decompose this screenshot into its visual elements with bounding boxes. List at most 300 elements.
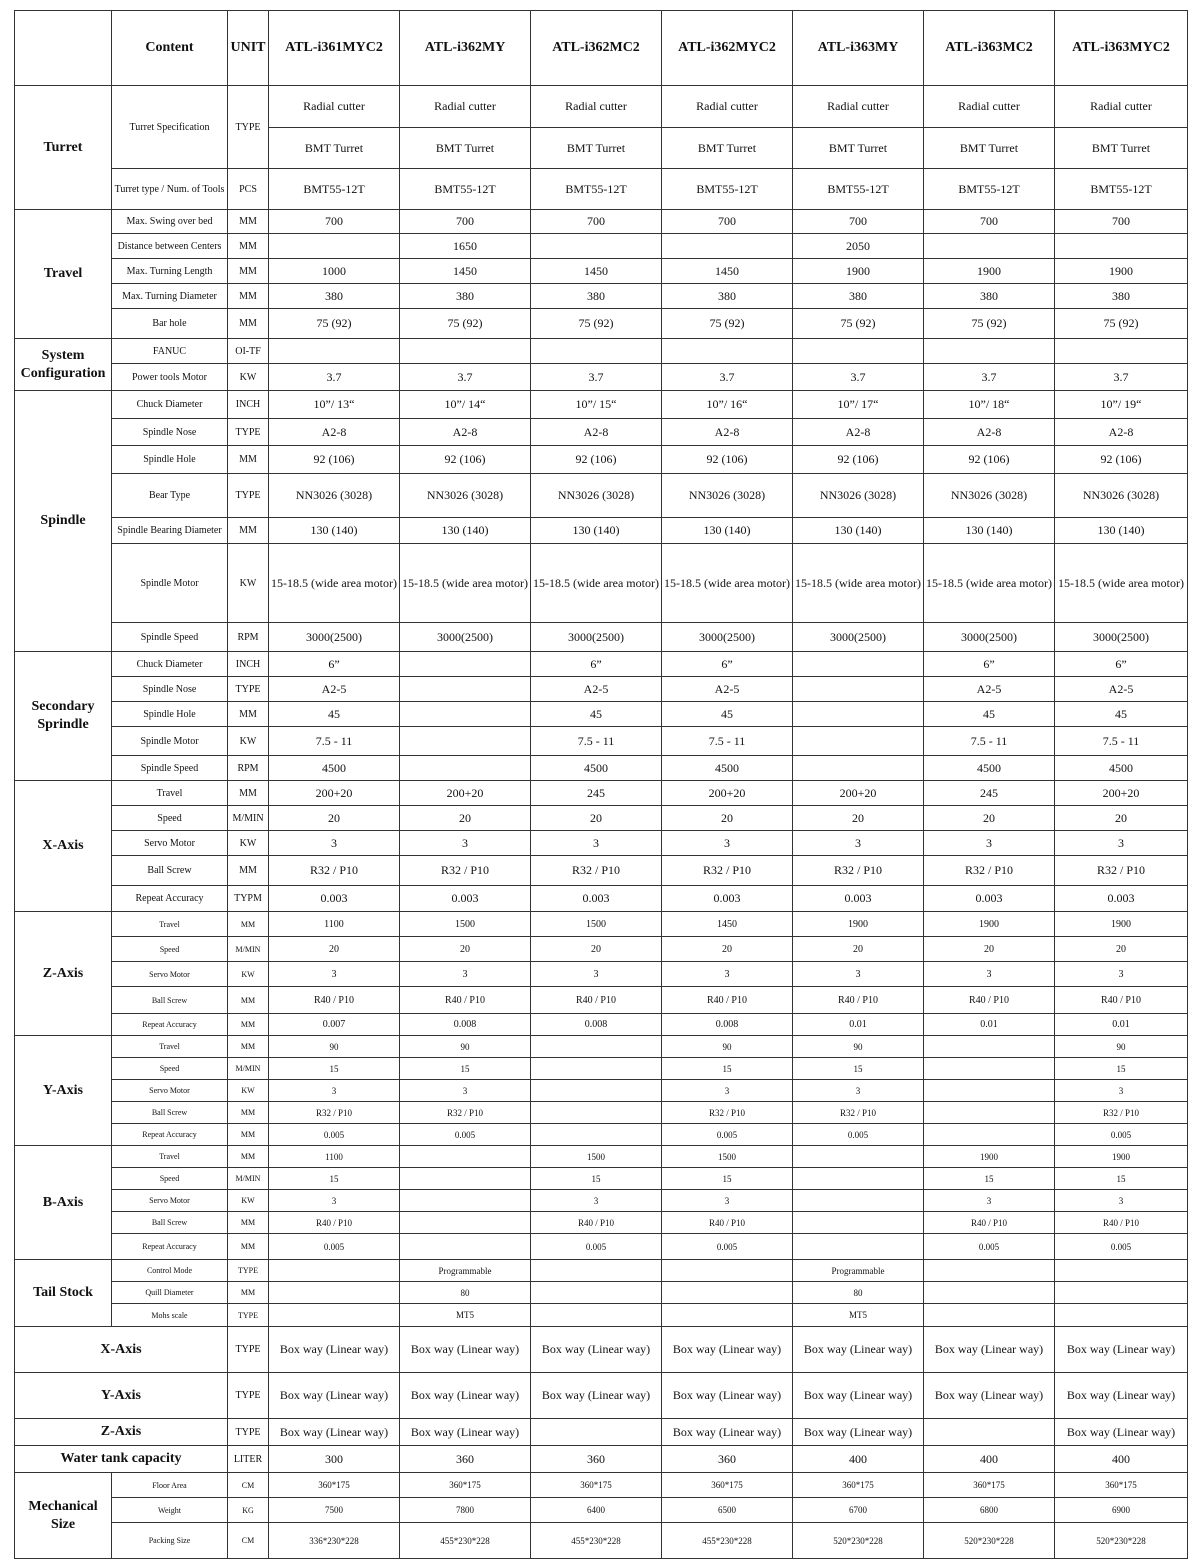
spec-value: R40 / P10 <box>1055 1212 1188 1234</box>
spec-value: 0.005 <box>269 1124 400 1146</box>
spec-value: BMT55-12T <box>531 169 662 210</box>
spec-value: 380 <box>662 284 793 309</box>
header-model: ATL-i361MYC2 <box>269 11 400 86</box>
spec-unit: KW <box>228 1190 269 1212</box>
spec-value <box>400 1212 531 1234</box>
section-title-turret: Turret <box>15 86 112 210</box>
spec-value: 520*230*228 <box>924 1523 1055 1559</box>
spec-unit: TYPE <box>228 474 269 518</box>
spec-label: Power tools Motor <box>112 364 228 391</box>
spec-value <box>531 1304 662 1327</box>
spec-label: Distance between Centers <box>112 234 228 259</box>
spec-value: 92 (106) <box>924 446 1055 474</box>
header-model: ATL-i362MC2 <box>531 11 662 86</box>
table-row <box>15 781 1188 806</box>
spec-value: Box way (Linear way) <box>269 1327 400 1373</box>
spec-value: 20 <box>269 937 400 962</box>
spec-value: 3 <box>793 831 924 856</box>
table-row <box>15 419 1188 446</box>
spec-value: Box way (Linear way) <box>1055 1327 1188 1373</box>
spec-value: 2050 <box>793 234 924 259</box>
header-model: ATL-i362MYC2 <box>662 11 793 86</box>
spec-value <box>531 1102 662 1124</box>
spec-value: 3 <box>269 1190 400 1212</box>
spec-value: 3 <box>1055 831 1188 856</box>
spec-value: 3.7 <box>924 364 1055 391</box>
spec-value: 380 <box>400 284 531 309</box>
spec-value: Radial cutter <box>400 86 531 128</box>
spec-unit: KW <box>228 544 269 623</box>
spec-value: 0.01 <box>1055 1014 1188 1036</box>
spec-value: Box way (Linear way) <box>531 1327 662 1373</box>
spec-value: 7.5 - 11 <box>1055 727 1188 756</box>
spec-value: 1450 <box>662 259 793 284</box>
spec-label: Turret type / Num. of Tools <box>112 169 228 210</box>
spec-value: 90 <box>793 1036 924 1058</box>
spec-value: BMT Turret <box>662 128 793 169</box>
spec-value <box>400 652 531 677</box>
spec-value: 1900 <box>924 912 1055 937</box>
spec-value: 700 <box>1055 210 1188 234</box>
spec-unit: RPM <box>228 756 269 781</box>
spec-value: 1900 <box>793 259 924 284</box>
spec-unit: M/MIN <box>228 806 269 831</box>
header-content: Content <box>112 11 228 86</box>
spec-unit: MM <box>228 1146 269 1168</box>
spec-value: Radial cutter <box>1055 86 1188 128</box>
spec-value: 20 <box>662 937 793 962</box>
spec-value: 15-18.5 (wide area motor) <box>400 544 531 623</box>
spec-value: 3 <box>1055 1080 1188 1102</box>
spec-value: 1650 <box>400 234 531 259</box>
spec-value: Box way (Linear way) <box>1055 1419 1188 1446</box>
spec-value: R40 / P10 <box>662 1212 793 1234</box>
spec-value: 7.5 - 11 <box>531 727 662 756</box>
spec-value: 75 (92) <box>531 309 662 339</box>
spec-value: 3.7 <box>269 364 400 391</box>
spec-value: 336*230*228 <box>269 1523 400 1559</box>
spec-value: 0.008 <box>531 1014 662 1036</box>
spec-value: R40 / P10 <box>793 987 924 1014</box>
spec-label: Spindle Nose <box>112 677 228 702</box>
table-row <box>15 962 1188 987</box>
spec-value <box>269 234 400 259</box>
spec-value: 3000(2500) <box>662 623 793 652</box>
table-row <box>15 1473 1188 1498</box>
spec-value: 75 (92) <box>662 309 793 339</box>
spec-value: R40 / P10 <box>269 1212 400 1234</box>
spec-value: 520*230*228 <box>793 1523 924 1559</box>
spec-value: R32 / P10 <box>924 856 1055 886</box>
spec-value: A2-8 <box>924 419 1055 446</box>
spec-value: 10”/ 18“ <box>924 391 1055 419</box>
table-row <box>15 309 1188 339</box>
spec-value <box>662 234 793 259</box>
spec-value: NN3026 (3028) <box>662 474 793 518</box>
spec-value <box>531 1036 662 1058</box>
spec-value: 15-18.5 (wide area motor) <box>662 544 793 623</box>
spec-unit: KW <box>228 1080 269 1102</box>
spec-value <box>793 1168 924 1190</box>
spec-value: R40 / P10 <box>662 987 793 1014</box>
spec-label: Quill Diameter <box>112 1282 228 1304</box>
table-row <box>15 1419 1188 1446</box>
spec-value: Radial cutter <box>531 86 662 128</box>
spec-value: 1900 <box>1055 259 1188 284</box>
table-row <box>15 756 1188 781</box>
spec-label: Travel <box>112 912 228 937</box>
spec-label: Servo Motor <box>112 831 228 856</box>
spec-unit: M/MIN <box>228 937 269 962</box>
spec-value: A2-8 <box>1055 419 1188 446</box>
spec-label: Mohs scale <box>112 1304 228 1327</box>
spec-value: 700 <box>662 210 793 234</box>
spec-value <box>531 1058 662 1080</box>
spec-value: R32 / P10 <box>662 1102 793 1124</box>
spec-value: BMT Turret <box>1055 128 1188 169</box>
spec-value <box>531 1124 662 1146</box>
spec-value: 45 <box>1055 702 1188 727</box>
spec-value <box>1055 339 1188 364</box>
spec-value: NN3026 (3028) <box>1055 474 1188 518</box>
table-row <box>15 1190 1188 1212</box>
table-row <box>15 1058 1188 1080</box>
spec-value: R32 / P10 <box>1055 1102 1188 1124</box>
table-row <box>15 234 1188 259</box>
spec-value: 6” <box>662 652 793 677</box>
spec-value: Box way (Linear way) <box>400 1327 531 1373</box>
spec-value: 15-18.5 (wide area motor) <box>531 544 662 623</box>
spec-unit: MM <box>228 1036 269 1058</box>
spec-label: FANUC <box>112 339 228 364</box>
spec-value: 6” <box>531 652 662 677</box>
table-row <box>15 391 1188 419</box>
table-row <box>15 806 1188 831</box>
spec-value: 0.005 <box>400 1124 531 1146</box>
spec-value <box>662 1260 793 1282</box>
spec-value: 3 <box>924 962 1055 987</box>
spec-label: Chuck Diameter <box>112 391 228 419</box>
spec-value: BMT55-12T <box>269 169 400 210</box>
table-row <box>15 886 1188 912</box>
spec-unit: MM <box>228 1102 269 1124</box>
spec-value <box>924 1080 1055 1102</box>
spec-table <box>14 10 1188 1559</box>
spec-label: Control Mode <box>112 1260 228 1282</box>
spec-value: 1450 <box>662 912 793 937</box>
spec-value: 6” <box>269 652 400 677</box>
spec-value: BMT Turret <box>531 128 662 169</box>
spec-value: 200+20 <box>1055 781 1188 806</box>
spec-value: BMT Turret <box>400 128 531 169</box>
spec-value: R32 / P10 <box>269 1102 400 1124</box>
spec-label: Repeat Accuracy <box>112 1014 228 1036</box>
section-title-x-axis: X-Axis <box>15 781 112 912</box>
spec-unit: MM <box>228 210 269 234</box>
spec-value: R40 / P10 <box>531 987 662 1014</box>
spec-value: 7.5 - 11 <box>662 727 793 756</box>
spec-value: 10”/ 17“ <box>793 391 924 419</box>
spec-value: 4500 <box>269 756 400 781</box>
section-title-spindle: Spindle <box>15 391 112 652</box>
spec-value: 700 <box>269 210 400 234</box>
spec-unit: TYPE <box>228 677 269 702</box>
table-row <box>15 1036 1188 1058</box>
table-row <box>15 1080 1188 1102</box>
spec-value: R32 / P10 <box>400 856 531 886</box>
spec-value: 45 <box>531 702 662 727</box>
spec-value: R32 / P10 <box>269 856 400 886</box>
spec-value <box>400 339 531 364</box>
spec-value: A2-5 <box>924 677 1055 702</box>
table-row <box>15 1327 1188 1373</box>
spec-unit: TYPE <box>228 419 269 446</box>
table-row <box>15 544 1188 623</box>
spec-value: 20 <box>924 806 1055 831</box>
spec-value: 3 <box>662 1080 793 1102</box>
spec-value: 0.005 <box>662 1234 793 1260</box>
spec-value: 75 (92) <box>793 309 924 339</box>
spec-value <box>662 1304 793 1327</box>
spec-value: 6” <box>924 652 1055 677</box>
spec-value <box>400 677 531 702</box>
spec-value: R32 / P10 <box>531 856 662 886</box>
table-row <box>15 1146 1188 1168</box>
spec-value <box>269 339 400 364</box>
spec-value: 20 <box>1055 806 1188 831</box>
spec-value: NN3026 (3028) <box>400 474 531 518</box>
spec-value: BMT Turret <box>793 128 924 169</box>
spec-value: 7500 <box>269 1498 400 1523</box>
table-row <box>15 474 1188 518</box>
spec-value: 380 <box>1055 284 1188 309</box>
spec-value: 90 <box>1055 1036 1188 1058</box>
spec-value: 455*230*228 <box>400 1523 531 1559</box>
spec-label: Ball Screw <box>112 856 228 886</box>
spec-value: 0.003 <box>1055 886 1188 912</box>
spec-value: 130 (140) <box>1055 518 1188 544</box>
spec-label: Floor Area <box>112 1473 228 1498</box>
spec-unit: MM <box>228 259 269 284</box>
spec-value: A2-8 <box>400 419 531 446</box>
spec-label: Turret Specification <box>112 86 228 169</box>
spec-value: A2-5 <box>531 677 662 702</box>
spec-value: 400 <box>924 1446 1055 1473</box>
spec-value: 3 <box>924 831 1055 856</box>
table-row <box>15 86 1188 128</box>
table-row <box>15 1282 1188 1304</box>
spec-label: Travel <box>112 781 228 806</box>
section-title-secondary-sprindle: Secondary Sprindle <box>15 652 112 781</box>
spec-unit: CM <box>228 1523 269 1559</box>
table-row <box>15 1102 1188 1124</box>
spec-value <box>531 1419 662 1446</box>
spec-label: Spindle Motor <box>112 544 228 623</box>
spec-value: 455*230*228 <box>662 1523 793 1559</box>
spec-value <box>1055 234 1188 259</box>
spec-label: Spindle Nose <box>112 419 228 446</box>
spec-label: Speed <box>112 1168 228 1190</box>
spec-value: NN3026 (3028) <box>531 474 662 518</box>
spec-label: Max. Turning Diameter <box>112 284 228 309</box>
spec-value: 3.7 <box>793 364 924 391</box>
spec-value: A2-5 <box>662 677 793 702</box>
table-row <box>15 937 1188 962</box>
spec-label: Ball Screw <box>112 987 228 1014</box>
spec-unit: MM <box>228 1014 269 1036</box>
section-title-travel: Travel <box>15 210 112 339</box>
spec-value: 80 <box>793 1282 924 1304</box>
spec-value: 3 <box>793 962 924 987</box>
table-row <box>15 912 1188 937</box>
spec-value <box>793 652 924 677</box>
table-row <box>15 1446 1188 1473</box>
spec-value: MT5 <box>400 1304 531 1327</box>
spec-value: 3 <box>662 1190 793 1212</box>
spec-value: R32 / P10 <box>400 1102 531 1124</box>
spec-value: 0.003 <box>662 886 793 912</box>
spec-value: NN3026 (3028) <box>269 474 400 518</box>
spec-value: 0.01 <box>924 1014 1055 1036</box>
spec-label: Spindle Motor <box>112 727 228 756</box>
table-row <box>15 1260 1188 1282</box>
spec-value: 20 <box>793 806 924 831</box>
spec-value <box>400 1168 531 1190</box>
spec-value <box>924 234 1055 259</box>
table-row <box>15 339 1188 364</box>
spec-value: BMT Turret <box>269 128 400 169</box>
table-row <box>15 1304 1188 1327</box>
spec-value: 360*175 <box>793 1473 924 1498</box>
spec-value: Box way (Linear way) <box>793 1373 924 1419</box>
spec-value: 10”/ 16“ <box>662 391 793 419</box>
spec-value: A2-8 <box>793 419 924 446</box>
spec-value <box>793 727 924 756</box>
spec-label: Servo Motor <box>112 1080 228 1102</box>
spec-value: 300 <box>269 1446 400 1473</box>
spec-value: 80 <box>400 1282 531 1304</box>
spec-unit: MM <box>228 702 269 727</box>
spec-value <box>531 1080 662 1102</box>
spec-value: 3.7 <box>531 364 662 391</box>
spec-label: Repeat Accuracy <box>112 1234 228 1260</box>
spec-value: Box way (Linear way) <box>1055 1373 1188 1419</box>
spec-value: 1900 <box>1055 912 1188 937</box>
spec-value: 90 <box>269 1036 400 1058</box>
spec-value: 360*175 <box>400 1473 531 1498</box>
spec-value: 15-18.5 (wide area motor) <box>924 544 1055 623</box>
spec-value: 45 <box>269 702 400 727</box>
spec-value: 3 <box>400 831 531 856</box>
spec-value: 0.005 <box>531 1234 662 1260</box>
spec-value <box>924 1036 1055 1058</box>
spec-value: 90 <box>662 1036 793 1058</box>
spec-value <box>662 339 793 364</box>
spec-value: A2-8 <box>269 419 400 446</box>
spec-label: Ball Screw <box>112 1102 228 1124</box>
spec-value <box>400 1190 531 1212</box>
spec-value: 380 <box>924 284 1055 309</box>
spec-value: 520*230*228 <box>1055 1523 1188 1559</box>
spec-unit: PCS <box>228 169 269 210</box>
spec-unit: MM <box>228 781 269 806</box>
spec-unit: TYPE <box>228 1327 269 1373</box>
spec-value: 3 <box>1055 1190 1188 1212</box>
spec-value: 6” <box>1055 652 1188 677</box>
spec-value <box>531 1282 662 1304</box>
spec-value: 15 <box>793 1058 924 1080</box>
spec-value: 15 <box>269 1058 400 1080</box>
spec-value <box>269 1260 400 1282</box>
spec-value: R40 / P10 <box>531 1212 662 1234</box>
spec-value: 0.005 <box>924 1234 1055 1260</box>
spec-value: 3 <box>531 1190 662 1212</box>
spec-value: 6500 <box>662 1498 793 1523</box>
table-row <box>15 623 1188 652</box>
spec-value: 3.7 <box>1055 364 1188 391</box>
spec-value: 20 <box>531 937 662 962</box>
spec-value: R40 / P10 <box>1055 987 1188 1014</box>
spec-value <box>531 234 662 259</box>
table-row <box>15 1014 1188 1036</box>
spec-value: 92 (106) <box>662 446 793 474</box>
spec-value: 3000(2500) <box>924 623 1055 652</box>
spec-value <box>400 1234 531 1260</box>
spec-unit: MM <box>228 987 269 1014</box>
spec-value: 130 (140) <box>400 518 531 544</box>
spec-label: Bar hole <box>112 309 228 339</box>
spec-value: Box way (Linear way) <box>793 1419 924 1446</box>
header-corner <box>15 11 112 86</box>
spec-value: 455*230*228 <box>531 1523 662 1559</box>
spec-value: 1900 <box>924 259 1055 284</box>
spec-value <box>793 756 924 781</box>
header-model: ATL-i362MY <box>400 11 531 86</box>
spec-value: 20 <box>531 806 662 831</box>
table-row <box>15 169 1188 210</box>
spec-value: 360 <box>662 1446 793 1473</box>
spec-value: 0.008 <box>400 1014 531 1036</box>
spec-value: 700 <box>924 210 1055 234</box>
spec-value: 130 (140) <box>269 518 400 544</box>
spec-value: 6800 <box>924 1498 1055 1523</box>
table-row <box>15 677 1188 702</box>
spec-unit: LITER <box>228 1446 269 1473</box>
spec-value: MT5 <box>793 1304 924 1327</box>
spec-label: Servo Motor <box>112 962 228 987</box>
spec-unit: M/MIN <box>228 1168 269 1190</box>
spec-value: 7.5 - 11 <box>269 727 400 756</box>
spec-value: 20 <box>400 937 531 962</box>
spec-value: 4500 <box>924 756 1055 781</box>
spec-value: 0.007 <box>269 1014 400 1036</box>
guideway-title-z-axis: Z-Axis <box>15 1419 228 1446</box>
spec-value: 3.7 <box>400 364 531 391</box>
spec-value: 360 <box>400 1446 531 1473</box>
spec-value: 360*175 <box>924 1473 1055 1498</box>
spec-unit: TYPE <box>228 1373 269 1419</box>
spec-value <box>269 1304 400 1327</box>
spec-value: R32 / P10 <box>1055 856 1188 886</box>
spec-value: 3 <box>531 831 662 856</box>
spec-value: 20 <box>269 806 400 831</box>
spec-value: 130 (140) <box>793 518 924 544</box>
spec-value: 75 (92) <box>269 309 400 339</box>
spec-value: 1900 <box>1055 1146 1188 1168</box>
spec-value: 3 <box>269 831 400 856</box>
spec-unit: MM <box>228 912 269 937</box>
spec-value: 75 (92) <box>400 309 531 339</box>
